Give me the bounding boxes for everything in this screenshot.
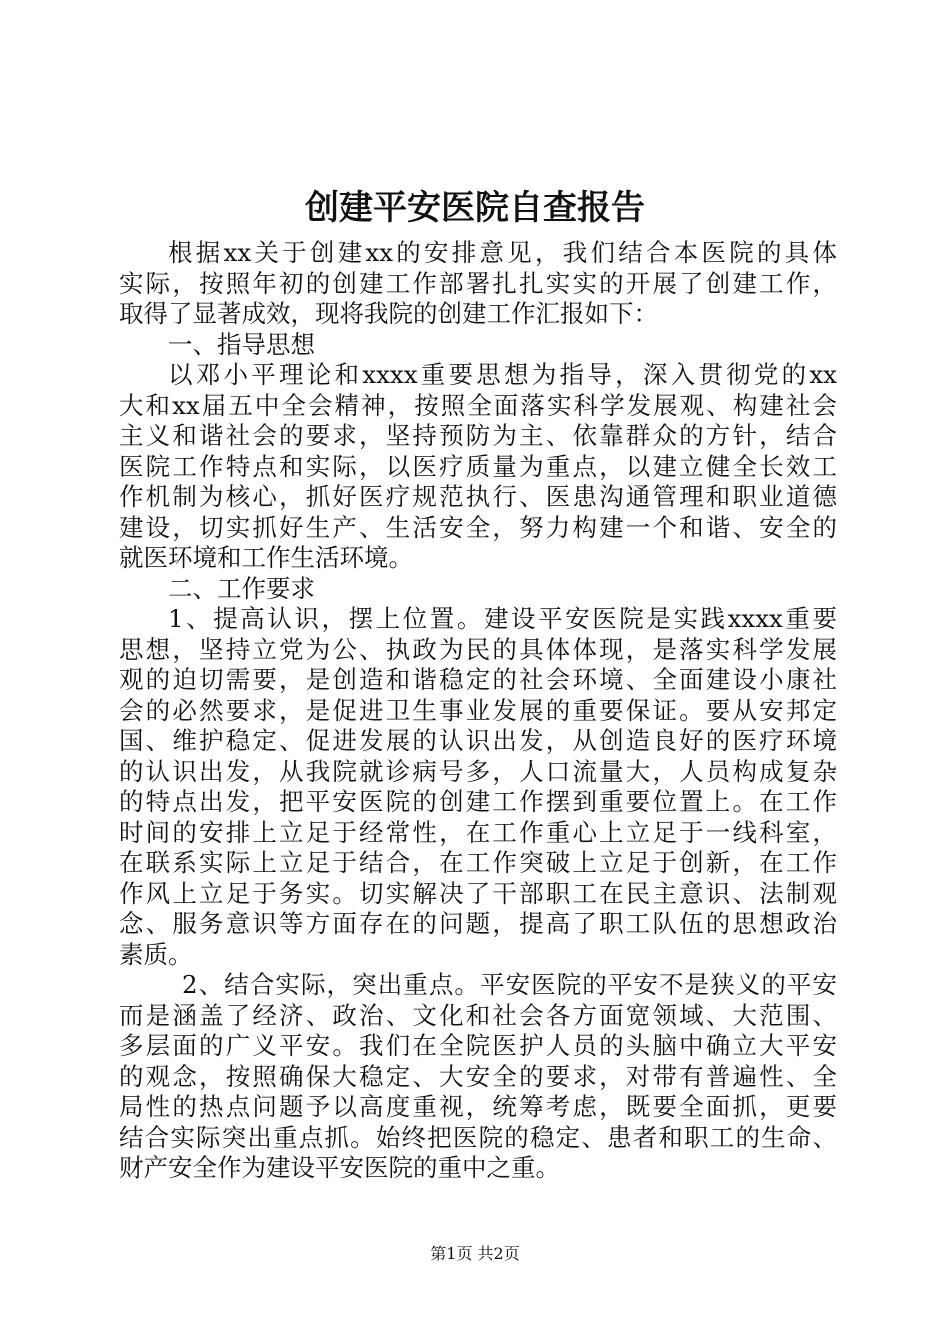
paragraph-line: 而是涵盖了经济、政治、文化和社会各方面宽领域、大范围、	[119, 1000, 837, 1030]
paragraph-line: 取得了显著成效，现将我院的创建工作汇报如下：	[119, 299, 658, 328]
paragraph-line: 会的必然要求，是促进卫生事业发展的重要保证。要从安邦定	[119, 695, 837, 725]
paragraph-line: 在联系实际上立足于结合，在工作突破上立足于创新，在工作	[119, 848, 837, 877]
paragraph-line: 国、维护稳定、促进发展的认识出发，从创造良好的医疗环境	[119, 726, 837, 755]
document-title: 创建平安医院自查报告	[305, 188, 645, 228]
paragraph-line: 以邓小平理论和xxxx重要思想为指导，深入贯彻党的xx	[168, 360, 837, 389]
paragraph-line: 根据xx关于创建xx的安排意见，我们结合本医院的具体	[168, 238, 837, 267]
paragraph-line: 就医环境和工作生活环境。	[119, 543, 413, 572]
paragraph-line: 财产安全作为建设平安医院的重中之重。	[119, 1153, 560, 1182]
paragraph-line: 主义和谐社会的要求，坚持预防为主、依靠群众的方针，结合	[119, 421, 837, 450]
paragraph-line: 念、服务意识等方面存在的问题，提高了职工队伍的思想政治	[119, 909, 837, 938]
paragraph-line: 大和xx届五中全会精神，按照全面落实科学发展观、构建社会	[119, 390, 837, 420]
paragraph-line: 结合实际突出重点抓。始终把医院的稳定、患者和职工的生命、	[119, 1122, 837, 1152]
paragraph-line: 建设，切实抓好生产、生活安全，努力构建一个和谐、安全的	[119, 512, 837, 542]
paragraph-line: 医院工作特点和实际，以医疗质量为重点，以建立健全长效工	[119, 451, 837, 481]
paragraph-line: 素质。	[119, 939, 193, 969]
paragraph-line: 思想，坚持立党为公、执政为民的具体体现，是落实科学发展	[119, 634, 837, 664]
paragraph-line: 1、提高认识，摆上位置。建设平安医院是实践xxxx重要	[168, 604, 837, 633]
paragraph-line: 作风上立足于务实。切实解决了干部职工在民主意识、法制观	[119, 878, 837, 908]
paragraph-line: 时间的安排上立足于经常性，在工作重心上立足于一线科室，	[119, 817, 837, 847]
paragraph-line: 的认识出发，从我院就诊病号多，人口流量大，人员构成复杂	[119, 756, 837, 786]
paragraph-line: 作机制为核心，抓好医疗规范执行、医患沟通管理和职业道德	[119, 482, 837, 511]
paragraph-line: 的观念，按照确保大稳定、大安全的要求，对带有普遍性、全	[119, 1061, 837, 1091]
section-heading: 一、指导思想	[168, 329, 315, 359]
document-body	[119, 238, 837, 1184]
paragraph-line: 局性的热点问题予以高度重视，统筹考虑，既要全面抓，更要	[119, 1092, 837, 1121]
paragraph-line: 观的迫切需要，是创造和谐稳定的社会环境、全面建设小康社	[119, 665, 837, 694]
paragraph-line: 2、结合实际，突出重点。平安医院的平安不是狭义的平安	[182, 970, 837, 999]
paragraph-line: 多层面的广义平安。我们在全院医护人员的头脑中确立大平安	[119, 1031, 837, 1060]
paragraph-line: 实际，按照年初的创建工作部署扎扎实实的开展了创建工作，	[119, 268, 837, 298]
page-footer: 第1页 共2页	[430, 1244, 520, 1263]
section-heading: 二、工作要求	[168, 573, 315, 603]
paragraph-line: 的特点出发，把平安医院的创建工作摆到重要位置上。在工作	[119, 787, 837, 816]
